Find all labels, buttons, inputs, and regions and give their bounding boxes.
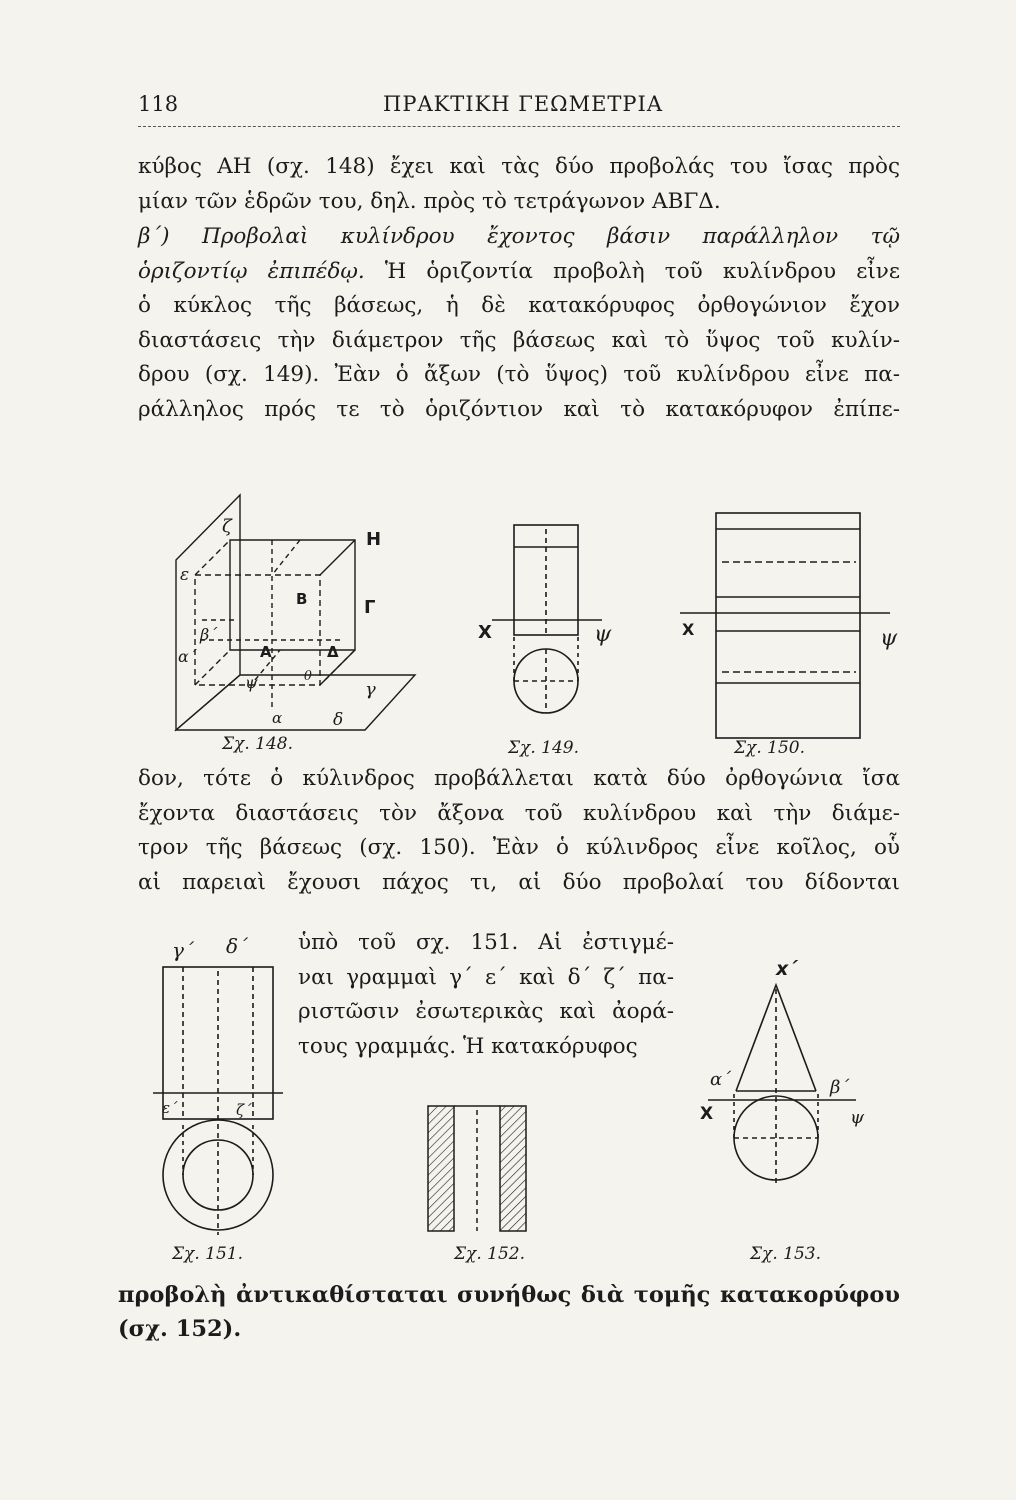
label-alpha-prime: α΄ [710, 1069, 732, 1090]
figure-151-hollow-cylinder [148, 935, 288, 1240]
label-psi: ψ [850, 1107, 865, 1128]
left-wall-hatched [428, 1106, 454, 1231]
caption-153: Σχ. 153. [750, 1244, 821, 1264]
label-theta: θ [304, 669, 312, 684]
text-line: προβολὴ ἀντικαθίσταται συνήθως διὰ τομῆς κατακορύφου [118, 1282, 900, 1308]
label-delta: δ [333, 710, 344, 730]
label-B: Β [296, 590, 308, 608]
running-title: ΠΡΑΚΤΙΚΗ ΓΕΩΜΕΤΡΙΑ [383, 92, 664, 116]
label-beta-prime: β΄ [200, 625, 218, 644]
caption-152: Σχ. 152. [454, 1244, 525, 1264]
heading-text-cont: ὁριζοντίῳ ἐπιπέδῳ. [138, 258, 365, 284]
text-line: τρον τῆς βάσεως (σχ. 150). Ἐὰν ὁ κύλινδρος εἶνε κοῖλος, οὗ [138, 835, 900, 861]
horizontal-plane [176, 675, 415, 730]
page-number: 118 [138, 92, 179, 116]
section-heading [138, 220, 900, 255]
paragraph-2 [138, 220, 900, 428]
text-line [138, 255, 900, 290]
label-H: Η [366, 529, 382, 550]
text-line: τους γραμμάς. Ἡ κατακόρυφος [298, 1033, 638, 1059]
label-psi: ψ [594, 622, 612, 647]
text-line: δον, τότε ὁ κύλινδρος προβάλλεται κατὰ δύο ὀρθογώνια ἴσα [138, 766, 900, 791]
figure-153-cone [688, 945, 888, 1240]
label-epsilon: ε [180, 565, 190, 585]
text-line: ράλληλος πρός τε τὸ ὁριζόντιον καὶ τὸ κατακόρυφον ἐπίπε- [138, 396, 900, 422]
label-alpha-prime: α΄ [178, 647, 197, 666]
text-line: (σχ. 152). [118, 1316, 242, 1342]
caption-148: Σχ. 148. [222, 734, 293, 754]
text-line: μίαν τῶν ἑδρῶν του, δηλ. πρὸς τὸ τετράγωνον ΑΒΓΔ. [138, 188, 721, 214]
text-line: αἱ παρειαὶ ἔχουσι πάχος τι, αἱ δύο προβολαί του δίδονται [138, 869, 900, 895]
caption-149: Σχ. 149. [508, 738, 579, 758]
text-line: δρου (σχ. 149). Ἐὰν ὁ ἄξων (τὸ ὕψος) τοῦ κυλίνδρου εἶνε πα- [138, 362, 900, 388]
figure-152-section [418, 1100, 538, 1240]
header-rule [138, 126, 900, 127]
label-delta-prime: δ΄ [226, 934, 249, 958]
page-header [138, 92, 898, 124]
label-beta-prime: β΄ [830, 1077, 850, 1098]
label-epsilon-prime: ε΄ [162, 1099, 178, 1117]
text-line: ὑπὸ τοῦ σχ. 151. Αἱ ἐστιγμέ- [298, 930, 674, 955]
text-line: ναι γραμμαὶ γ΄ ε΄ καὶ δ΄ ζ΄ πα- [298, 964, 674, 990]
text-run: Ἡ ὁριζοντία προβολὴ τοῦ κυλίνδρου εἶνε [384, 258, 901, 284]
text-line: διαστάσεις τὴν διάμετρον τῆς βάσεως καὶ τὸ ὕψος τοῦ κυλίν- [138, 327, 900, 353]
label-gamma-prime: γ΄ [172, 938, 194, 962]
caption-150: Σχ. 150. [734, 738, 805, 758]
heading-text: β΄) Προβολαὶ κυλίνδρου ἔχοντος βάσιν παράλληλον τῷ [138, 224, 900, 249]
cylinder-outline [716, 513, 860, 738]
label-X: Χ [682, 620, 695, 639]
label-gamma: γ [365, 679, 376, 700]
figure-150-cylinder-horizontal [668, 505, 908, 745]
side-text [298, 926, 674, 1064]
text-line: κύβος ΑΗ (σχ. 148) ἔχει καὶ τὰς δύο προβολάς του ἴσας πρὸς [138, 154, 900, 179]
text-line: ὁ κύκλος τῆς βάσεως, ἡ δὲ κατακόρυφος ὀρθογώνιον ἔχον [138, 293, 900, 319]
label-x-prime: x΄ [776, 958, 797, 980]
label-psi: ψ [880, 626, 898, 651]
figure-148-cube-diagram [160, 480, 420, 740]
label-alpha: α [272, 709, 283, 727]
right-wall-hatched [500, 1106, 526, 1231]
caption-151: Σχ. 151. [172, 1244, 243, 1264]
label-A: Α [260, 643, 272, 661]
paragraph-1 [138, 150, 900, 219]
figure-149-cylinder-vertical [470, 515, 630, 740]
label-X: Χ [700, 1104, 714, 1124]
text-line: ριστῶσιν ἐσωτερικὰς καὶ ἀορά- [298, 999, 674, 1025]
label-zeta: ζ [222, 516, 232, 537]
text-line: ἔχοντα διαστάσεις τὸν ἄξονα τοῦ κυλίνδρου καὶ τὴν διάμε- [138, 800, 900, 826]
bottom-paragraph [118, 1278, 900, 1346]
paragraph-3 [138, 762, 900, 900]
label-psi: ψ [245, 673, 258, 692]
label-zeta-prime: ζ΄ [236, 1101, 252, 1119]
label-Delta: Δ [327, 643, 339, 661]
label-X: Χ [478, 622, 492, 643]
cube-back-face [230, 540, 355, 650]
label-Gamma: Γ [364, 597, 376, 618]
